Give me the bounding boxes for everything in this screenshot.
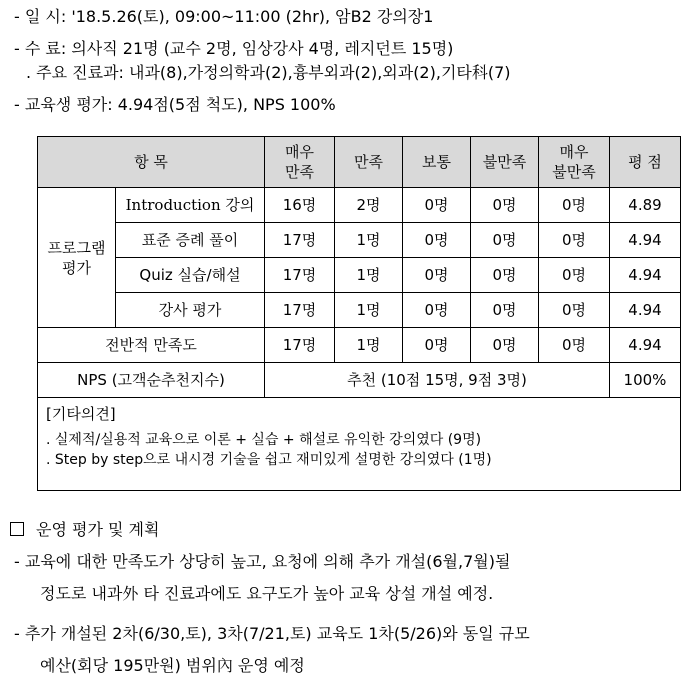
overall-row	[38, 328, 681, 363]
plan-paragraph-1-line-2: 정도로 내과外 타 진료과에도 요구도가 높아 교육 상설 개설 예정.	[40, 584, 494, 603]
row-label: Quiz 실습/해설	[116, 258, 265, 293]
cell-satisfied: 1명	[335, 258, 403, 293]
table-row	[38, 223, 681, 258]
cell-score: 4.94	[610, 258, 681, 293]
cell-very-satisfied: 17명	[265, 223, 335, 258]
cell-score: 4.94	[610, 293, 681, 328]
cell-normal: 0명	[403, 293, 471, 328]
nps-label: NPS (고객순추천지수)	[38, 363, 265, 398]
opinion-row	[38, 398, 681, 491]
header-very-unsatisfied: 매우 불만족	[539, 137, 610, 188]
overall-label: 전반적 만족도	[38, 328, 265, 363]
section-heading	[10, 519, 159, 541]
nps-detail: 추천 (10점 15명, 9점 3명)	[265, 363, 610, 398]
cell-very-satisfied: 17명	[265, 328, 335, 363]
plan-paragraph-1-line-1: - 교육에 대한 만족도가 상당히 높고, 요청에 의해 추가 개설(6월,7월)될	[14, 552, 511, 571]
row-label: 표준 증례 풀이	[116, 223, 265, 258]
nps-row	[38, 363, 681, 398]
opinion-cell	[38, 398, 681, 491]
cell-satisfied: 2명	[335, 188, 403, 223]
cell-unsatisfied: 0명	[471, 258, 539, 293]
cell-score: 4.94	[610, 328, 681, 363]
plan-paragraph-2-line-1: - 추가 개설된 2차(6/30,토), 3차(7/21,토) 교육도 1차(5/26)와 동일 규모	[14, 624, 530, 643]
table-row	[38, 188, 681, 223]
departments-line: . 주요 진료과: 내과(8),가정의학과(2),흉부외과(2),외과(2),기타科(7)	[26, 63, 511, 82]
cell-satisfied: 1명	[335, 223, 403, 258]
cell-normal: 0명	[403, 328, 471, 363]
header-item: 항 목	[38, 137, 265, 188]
header-score: 평 점	[610, 137, 681, 188]
completion-line: - 수 료: 의사직 21명 (교수 2명, 임상강사 4명, 레지던트 15명)	[14, 39, 454, 58]
cell-very-unsatisfied: 0명	[539, 188, 610, 223]
opinion-line-2: . Step by step으로 내시경 기술을 쉽고 재미있게 설명한 강의였다 (1명)	[46, 452, 492, 468]
opinion-title: [기타의견]	[46, 405, 116, 423]
header-normal: 보통	[403, 137, 471, 188]
cell-normal: 0명	[403, 188, 471, 223]
header-very-satisfied: 매우 만족	[265, 137, 335, 188]
section-title: 운영 평가 및 계획	[36, 520, 160, 539]
cell-very-unsatisfied: 0명	[539, 258, 610, 293]
cell-very-satisfied: 17명	[265, 293, 335, 328]
program-group-label: 프로그램 평가	[38, 188, 116, 328]
cell-unsatisfied: 0명	[471, 328, 539, 363]
cell-normal: 0명	[403, 258, 471, 293]
table-row	[38, 258, 681, 293]
cell-very-unsatisfied: 0명	[539, 328, 610, 363]
cell-unsatisfied: 0명	[471, 223, 539, 258]
checkbox-square-icon	[10, 522, 24, 536]
cell-satisfied: 1명	[335, 328, 403, 363]
nps-score: 100%	[610, 363, 681, 398]
cell-unsatisfied: 0명	[471, 188, 539, 223]
cell-very-unsatisfied: 0명	[539, 293, 610, 328]
cell-very-unsatisfied: 0명	[539, 223, 610, 258]
evaluation-summary-line: - 교육생 평가: 4.94점(5점 척도), NPS 100%	[14, 95, 336, 114]
cell-score: 4.89	[610, 188, 681, 223]
row-label: Introduction 강의	[116, 188, 265, 223]
cell-very-satisfied: 17명	[265, 258, 335, 293]
header-satisfied: 만족	[335, 137, 403, 188]
cell-normal: 0명	[403, 223, 471, 258]
table-row	[38, 293, 681, 328]
cell-satisfied: 1명	[335, 293, 403, 328]
cell-very-satisfied: 16명	[265, 188, 335, 223]
evaluation-table	[37, 136, 681, 491]
cell-score: 4.94	[610, 223, 681, 258]
opinion-line-1: . 실제적/실용적 교육으로 이론 + 실습 + 해설로 유익한 강의였다 (9명)	[46, 432, 482, 448]
header-unsatisfied: 불만족	[471, 137, 539, 188]
table-header-row	[38, 137, 681, 188]
schedule-line: - 일 시: '18.5.26(토), 09:00~11:00 (2hr), 암B2 강의장1	[14, 7, 434, 26]
row-label: 강사 평가	[116, 293, 265, 328]
cell-unsatisfied: 0명	[471, 293, 539, 328]
plan-paragraph-2-line-2: 예산(회당 195만원) 범위內 운영 예정	[40, 656, 305, 675]
